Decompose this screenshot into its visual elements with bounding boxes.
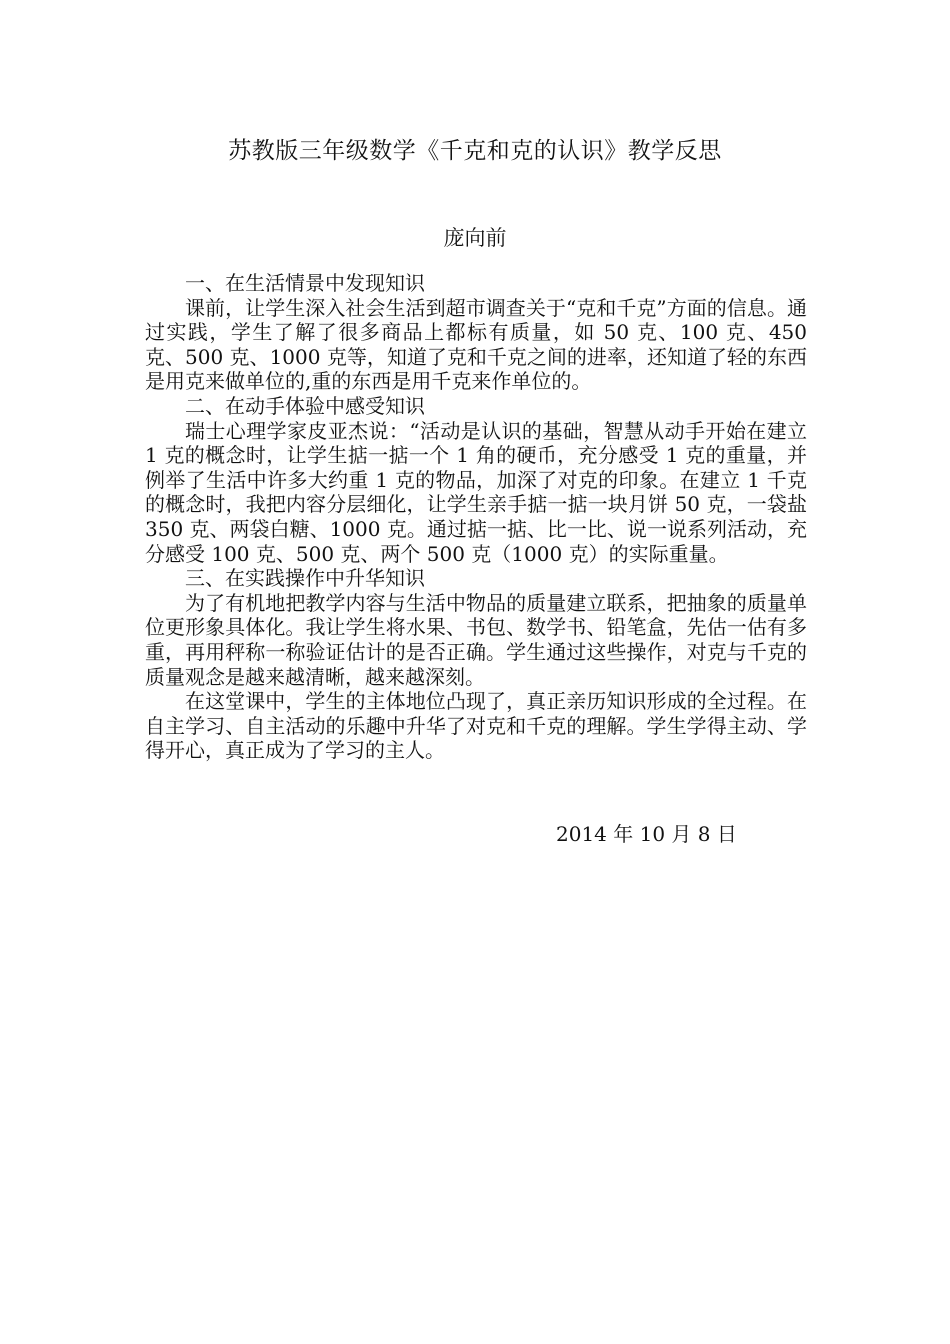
section-heading-1: 一、在生活情景中发现知识 bbox=[185, 271, 425, 295]
section-paragraph-3: 为了有机地把教学内容与生活中物品的质量建立联系，把抽象的质量单位更形象具体化。我让学生将水果、书包、数学书、铅笔盒，先估一估有多重，再用秤称一称验证估计的是否正确。学生通过这些操作，对克与千克的质量观念是越来越清晰，越来越深刻。 bbox=[145, 590, 807, 689]
document-title: 苏教版三年级数学《千克和克的认识》教学反思 bbox=[228, 138, 722, 164]
section-paragraph-1: 课前，让学生深入社会生活到超市调查关于“克和千克”方面的信息。通过实践，学生了解了很多商品上都标有质量，如 50 克、100 克、450 克、500 克、1000 克等，知道了克和千克之间的进率，还知道了轻的东西是用克来做单位的,重的东西是用千克来作单位的。 bbox=[145, 295, 807, 394]
section-heading-2: 二、在动手体验中感受知识 bbox=[185, 393, 425, 418]
document-body bbox=[145, 271, 807, 763]
document-date: 2014 年 10 月 8 日 bbox=[556, 822, 737, 846]
document-author: 庞向前 bbox=[443, 226, 507, 250]
closing-paragraph: 在这堂课中，学生的主体地位凸现了，真正亲历知识形成的全过程。在自主学习、自主活动的乐趣中升华了对克和千克的理解。学生学得主动、学得开心，真正成为了学习的主人。 bbox=[145, 689, 807, 763]
section-heading-3: 三、在实践操作中升华知识 bbox=[185, 566, 425, 591]
section-paragraph-2: 瑞士心理学家皮亚杰说：“活动是认识的基础，智慧从动手开始在建立 1 克的概念时，让学生掂一掂一个 1 角的硬币，充分感受 1 克的重量，并例举了生活中许多大约重 1 克的物品，加深了对克的印象。在建立 1 千克的概念时，我把内容分层细化，让学生亲手掂一掂一块月饼 50 克，一袋盐 350 克、两袋白糖、1000 克。通过掂一掂、比一比、说一说系列活动，充分感受 100 克、500 克、两个 500 克（1000 克）的实际重量。 bbox=[145, 418, 807, 566]
